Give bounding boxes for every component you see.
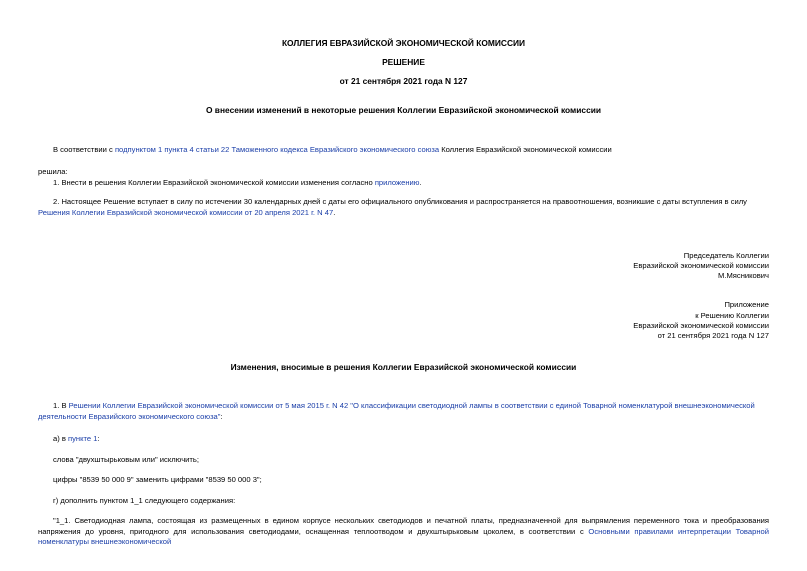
change-1-text: 1. В bbox=[53, 401, 69, 410]
sub-a bbox=[53, 434, 100, 443]
doc-type-heading: РЕШЕНИЕ bbox=[382, 57, 425, 67]
appendix-link[interactable]: приложению bbox=[374, 178, 420, 187]
sub-g: г) дополнить пунктом 1_1 следующего содержания: bbox=[53, 496, 236, 505]
decision-47-link[interactable]: Решения Коллегии Евразийской экономической комиссии от 20 апреля 2021 г. N 47 bbox=[38, 207, 334, 217]
change-1-end: : bbox=[220, 411, 223, 421]
item-1-text: 1. Внести в решения Коллегии Евразийской экономической комиссии изменения согласно bbox=[53, 178, 375, 187]
item-1 bbox=[53, 178, 784, 189]
point-1-link[interactable]: пункте 1 bbox=[68, 434, 98, 443]
appendix-ref-line-4: от 21 сентября 2021 года N 127 bbox=[657, 331, 769, 340]
preamble-text-end: Коллегия Евразийской экономической комиссии bbox=[439, 145, 612, 154]
doc-title: О внесении изменений в некоторые решения Коллегии Евразийской экономической комиссии bbox=[205, 105, 602, 115]
decision-42-link[interactable]: Решении Коллегии Евразийской экономической комиссии от 5 мая 2015 г. N 42 "О классификации светодиодной лампы в соответствии с единой Товарной номенклатурой внешнеэкономической деятельности Евразийского экономического союза" bbox=[38, 401, 755, 421]
sub-a-end: : bbox=[97, 434, 100, 443]
item-2-text: 2. Настоящее Решение вступает в силу по истечении 30 календарных дней с даты его официального опубликования и распространяется на правоотношения, возникшие с даты вступления в силу bbox=[53, 197, 747, 206]
customs-code-link[interactable]: подпунктом 1 пункта 4 статьи 22 Таможенного кодекса Евразийского экономического союза bbox=[114, 145, 440, 154]
appendix-ref-line-1: Приложение bbox=[724, 300, 769, 309]
preamble-text: В соответствии с bbox=[53, 145, 115, 154]
item-2-end: . bbox=[333, 207, 336, 217]
interpretation-rules-link[interactable]: Основными правилами интерпретации Товарной номенклатуры внешнеэкономической bbox=[38, 526, 769, 546]
signature-name: М.Мясникович bbox=[718, 271, 769, 280]
doc-date-heading: от 21 сентября 2021 года N 127 bbox=[339, 76, 468, 86]
appendix-ref-line-3: Евразийской экономической комиссии bbox=[633, 321, 769, 330]
item-2 bbox=[38, 197, 769, 218]
preamble bbox=[53, 145, 784, 156]
appendix-ref-line-2: к Решению Коллегии bbox=[695, 311, 769, 320]
point-1-1-text: "1_1. Светодиодная лампа, состоящая из размещенных в едином корпусе нескольких светодиодов и печатной платы, предназначенной для выпрямления переменного тока и преобразования напряжения до уровня, пригодного для использования светодиодами, оснащенная теплоотводом и двухштырьковым цоколем, в соответствии с bbox=[38, 516, 769, 536]
sub-a-text: а) в bbox=[53, 434, 69, 443]
changes-title: Изменения, вносимые в решения Коллегии Евразийской экономической комиссии bbox=[230, 362, 577, 372]
org-heading: КОЛЛЕГИЯ ЕВРАЗИЙСКОЙ ЭКОНОМИЧЕСКОЙ КОМИССИИ bbox=[281, 38, 526, 48]
change-1 bbox=[38, 401, 769, 422]
words-line: слова "двухштырьковым или" исключить; bbox=[53, 455, 199, 464]
item-1-end: . bbox=[419, 178, 422, 187]
digits-line: цифры "8539 50 000 9" заменить цифрами "8539 50 000 3"; bbox=[53, 475, 262, 484]
signature-position: Председатель Коллегии bbox=[683, 251, 769, 260]
signature-org: Евразийской экономической комиссии bbox=[633, 261, 769, 270]
point-1-1 bbox=[38, 516, 769, 548]
decided-label: решила: bbox=[38, 167, 68, 176]
